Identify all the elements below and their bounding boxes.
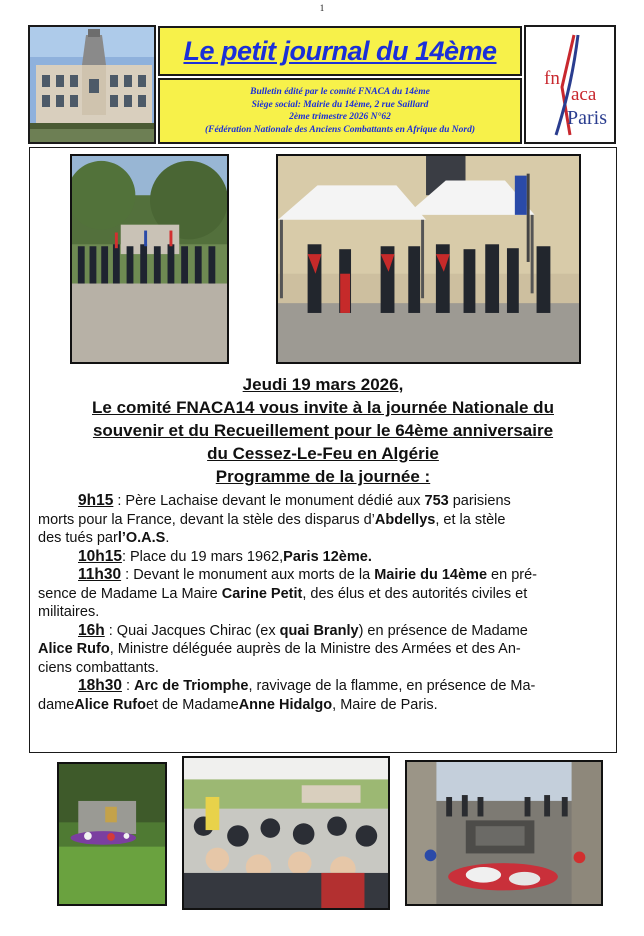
programme-line: ciens combattants.: [38, 659, 159, 676]
programme-line: dame Alice Rufo et de Madame Anne Hidalgo , Maire de Paris.: [38, 696, 438, 713]
programme-line: 18h30 : Arc de Triomphe, ravivage de la flamme, en présence de Ma-: [78, 677, 536, 694]
logo-text-fn: fn: [544, 68, 560, 89]
programme-line: 11h30 : Devant le monument aux morts de la Mairie du 14ème en pré-: [78, 566, 537, 583]
programme-line: Alice Rufo, Ministre déléguée auprès de la Ministre des Armées et des An-: [38, 641, 521, 657]
newsletter-info-box: [158, 78, 522, 144]
programme-line: 16h : Quai Jacques Chirac (ex quai Branly) en présence de Madame: [78, 621, 528, 639]
programme-line: militaires.: [38, 604, 100, 620]
time-11h30: 11h30: [78, 566, 122, 583]
logo-text-paris: Paris: [567, 107, 607, 129]
programme-title: Programme de la journée :: [215, 467, 431, 486]
arc-de-triomphe-photo: [405, 760, 603, 906]
headline-line: du Cessez-Le-Feu en Algérie: [207, 444, 439, 463]
main-article-frame: [29, 147, 617, 753]
programme-line: morts pour la France, devant la stèle des disparus d’Abdellys, et la stèle: [38, 511, 506, 528]
info-line: Bulletin édité par le comité FNACA du 14ème: [250, 87, 430, 97]
headline-line: souvenir et du Recueillement pour le 64ème anniversaire: [92, 421, 554, 440]
info-line: 2ème trimestre 2026 N°62: [289, 112, 391, 122]
fnaca-paris-logo: [524, 25, 616, 144]
time-10h15: 10h15: [78, 547, 122, 565]
time-16h: 16h: [78, 621, 105, 639]
programme-line: 10h15 : Place du 19 mars 1962, Paris 12ème.: [78, 547, 372, 565]
ceremony-photo-right: [276, 154, 581, 364]
town-hall-photo: [28, 25, 156, 144]
programme-line: 9h15 : Père Lachaise devant le monument dédié aux 753 parisiens: [78, 492, 511, 509]
programme-list: [38, 492, 614, 714]
time-9h15: 9h15: [78, 492, 114, 509]
ceremony-photo-left: [70, 154, 229, 364]
monument-garden-photo: [57, 762, 167, 906]
time-18h30: 18h30: [78, 677, 122, 694]
audience-photo: [182, 756, 390, 910]
programme-line: des tués par l’O.A.S .: [38, 530, 170, 546]
programme-line: sence de Madame La Maire Carine Petit, des élus et des autorités civiles et: [38, 585, 528, 602]
info-line: Siège social: Mairie du 14ème, 2 rue Saillard: [251, 99, 429, 110]
info-line: (Fédération Nationale des Anciens Combattants en Afrique du Nord): [204, 124, 476, 135]
headline-line: Jeudi 19 mars 2026,: [242, 375, 404, 394]
headline-line: Le comité FNACA14 vous invite à la journée Nationale du: [92, 398, 554, 417]
page-number: 1: [319, 3, 325, 13]
newsletter-title-box: [158, 26, 522, 76]
newsletter-title: Le petit journal du 14ème: [183, 35, 497, 66]
logo-text-aca: aca: [571, 84, 597, 105]
